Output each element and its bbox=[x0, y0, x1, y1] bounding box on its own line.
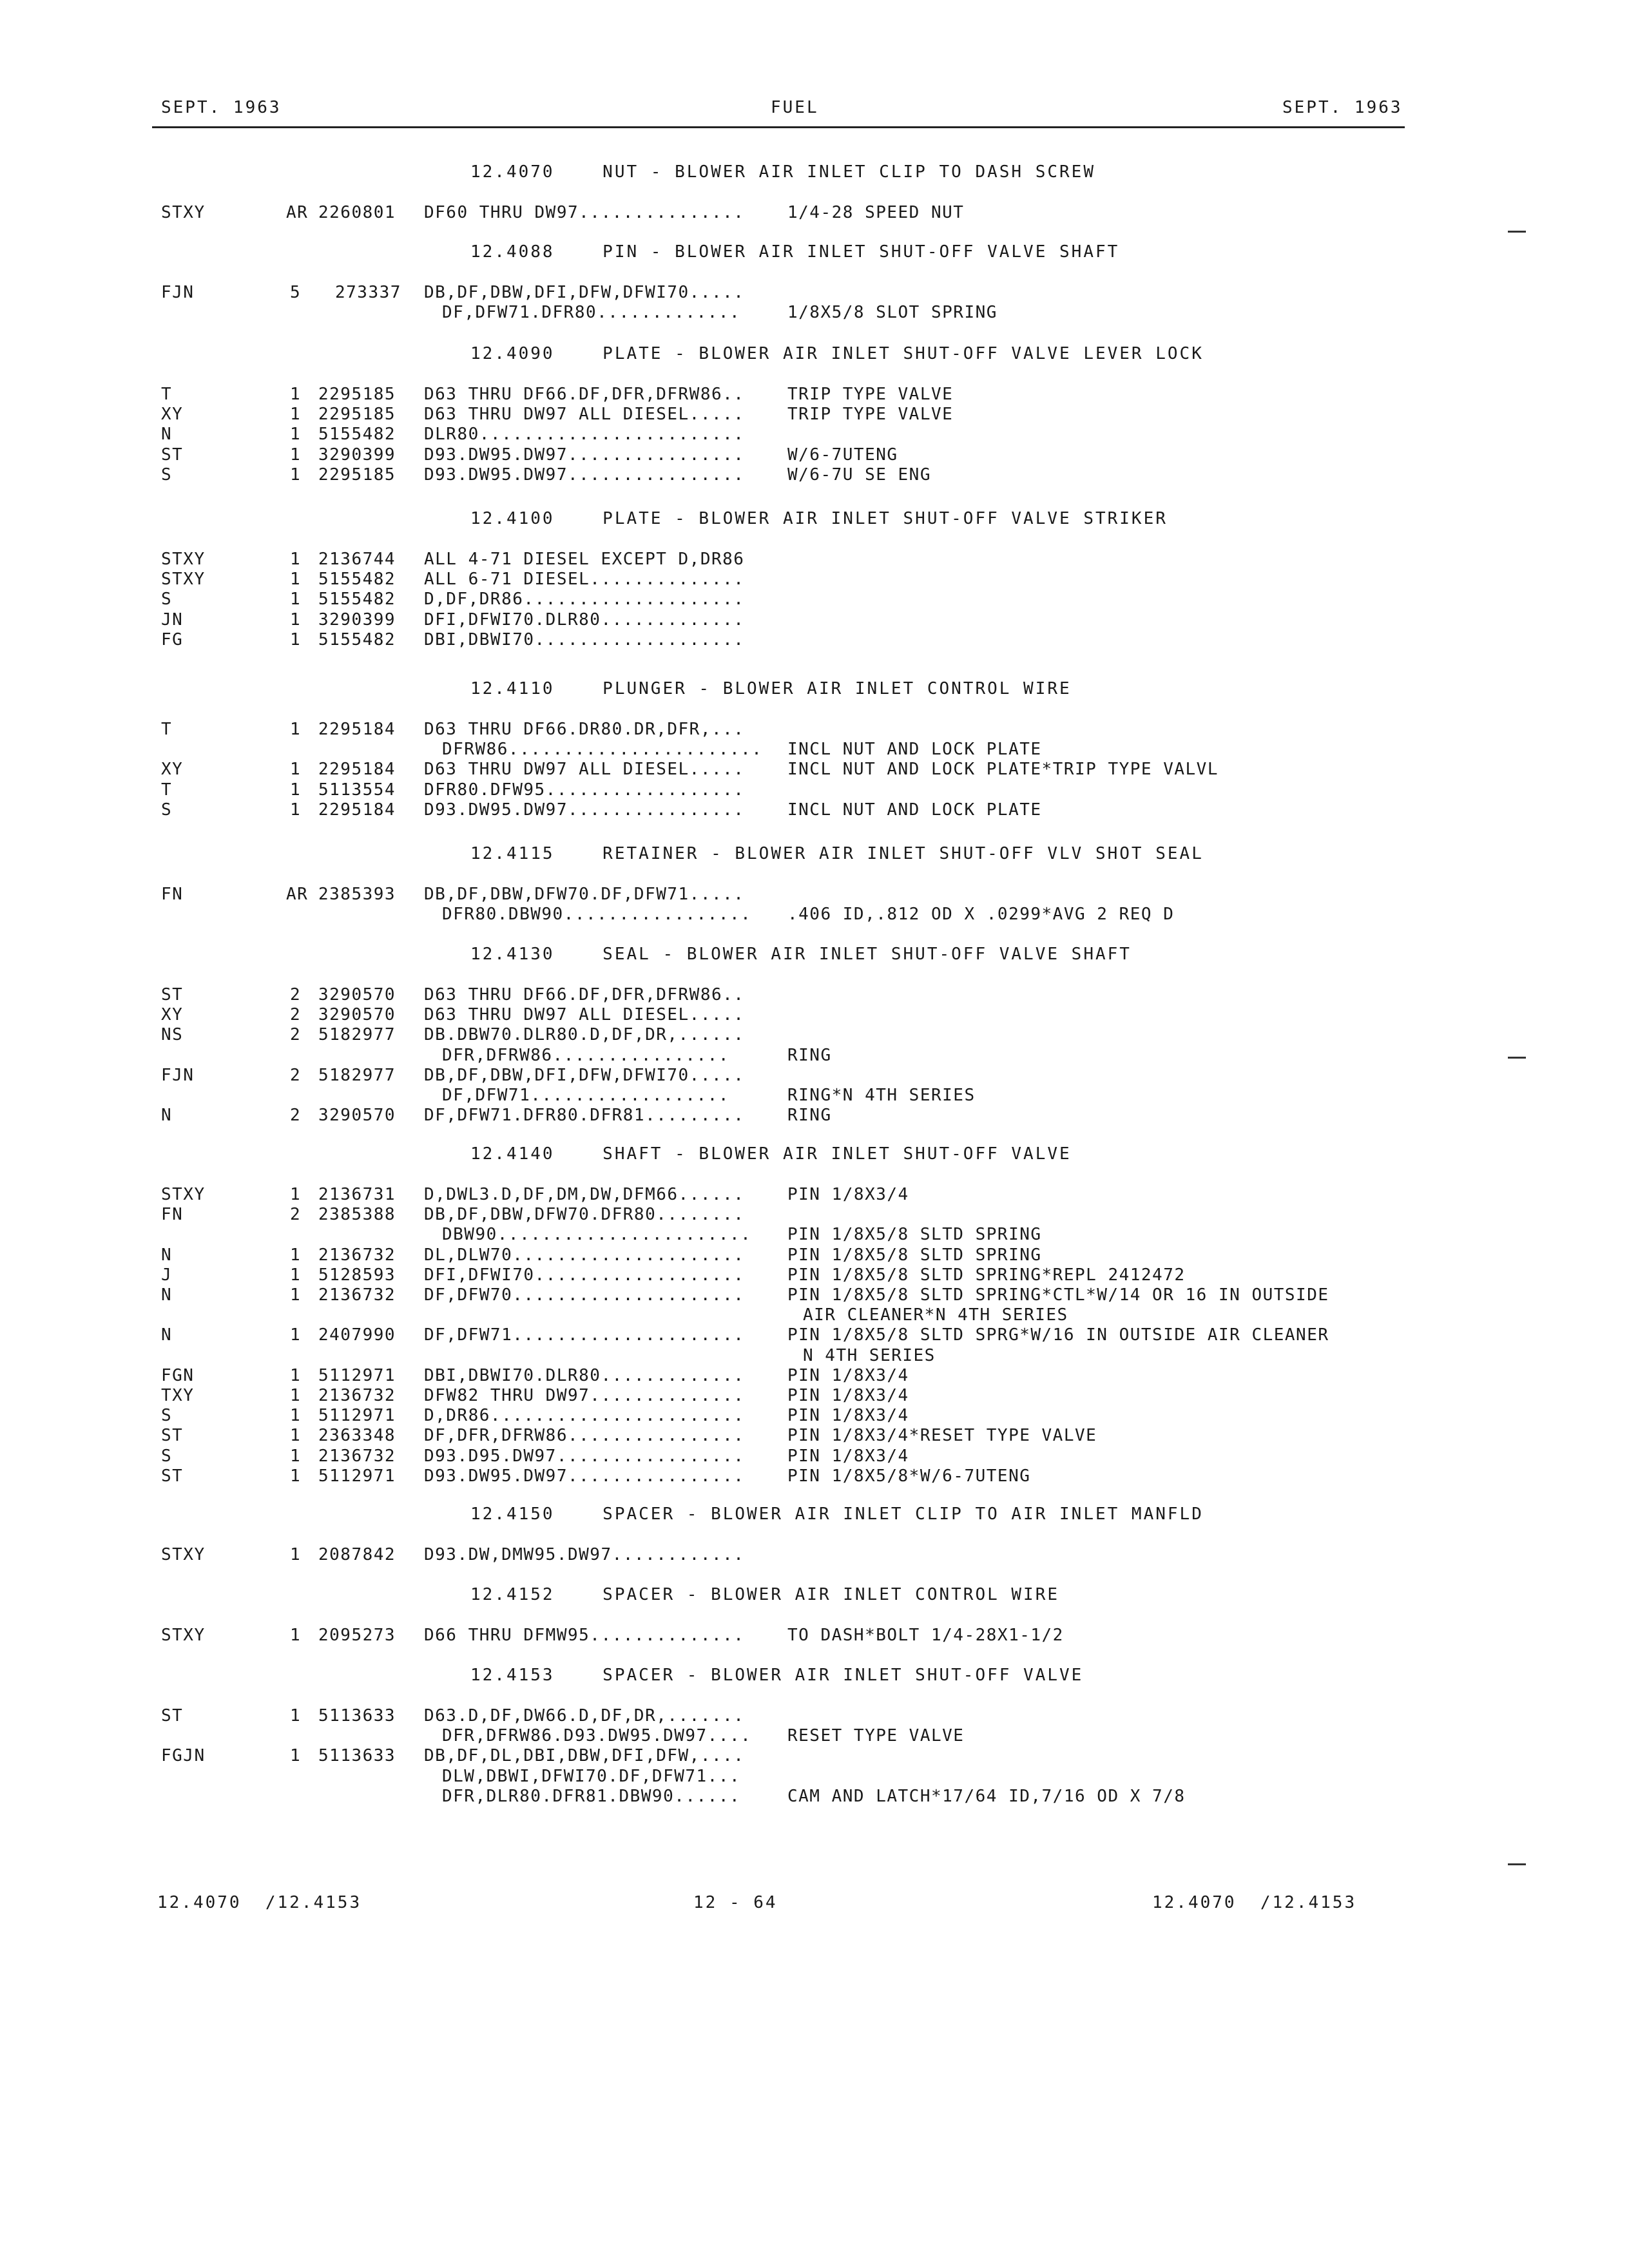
margin-mark bbox=[1508, 1057, 1526, 1059]
row-description: D93.DW,DMW95.DW97............ bbox=[424, 1545, 745, 1564]
row-code: J bbox=[161, 1265, 173, 1285]
row-description: DFI,DFWI70.DLR80............. bbox=[424, 610, 745, 629]
row-part-number: 2136732 bbox=[318, 1245, 396, 1265]
row-code: N bbox=[161, 1325, 173, 1345]
row-code: N bbox=[161, 1245, 173, 1265]
row-description: D93.DW95.DW97................ bbox=[424, 465, 745, 485]
row-description: D,DF,DR86.................... bbox=[424, 590, 745, 610]
row-code: ST bbox=[161, 1466, 184, 1486]
footer-range-right: 12.4070 /12.4153 bbox=[1152, 1893, 1357, 1912]
row-note: RING bbox=[787, 1106, 832, 1126]
row-quantity: 1 bbox=[290, 445, 302, 465]
row-quantity: 2 bbox=[290, 1106, 302, 1126]
row-note: PIN 1/8X3/4*RESET TYPE VALVE bbox=[787, 1426, 1097, 1446]
header-rule bbox=[152, 126, 1405, 128]
row-code: XY bbox=[161, 405, 184, 425]
row-part-number: 5112971 bbox=[318, 1466, 396, 1486]
row-part-number: 2295184 bbox=[318, 760, 396, 780]
row-description: D63.D,DF,DW66.D,DF,DR,....... bbox=[424, 1706, 745, 1725]
header-date-right: SEPT. 1963 bbox=[1282, 98, 1403, 117]
row-note: PIN 1/8X3/4 bbox=[787, 1406, 909, 1426]
row-note: 1/4-28 SPEED NUT bbox=[787, 203, 965, 222]
row-part-number: 5128593 bbox=[318, 1265, 396, 1285]
row-code: STXY bbox=[161, 570, 206, 590]
row-part-number: 5113633 bbox=[318, 1706, 396, 1725]
row-part-number: 273337 bbox=[335, 283, 401, 302]
row-description: DFR80.DBW90................. bbox=[442, 905, 752, 925]
row-note: TRIP TYPE VALVE bbox=[787, 405, 954, 425]
row-quantity: 1 bbox=[290, 1545, 302, 1564]
row-part-number: 3290570 bbox=[318, 985, 396, 1004]
row-quantity: 1 bbox=[290, 1386, 302, 1405]
row-description: D63 THRU DF66.DR80.DR,DFR,... bbox=[424, 720, 745, 739]
section-title: 12.4110 PLUNGER - BLOWER AIR INLET CONTROL WIRE bbox=[470, 679, 1072, 698]
row-description: DFW82 THRU DW97.............. bbox=[424, 1386, 745, 1405]
row-note: N 4TH SERIES bbox=[803, 1345, 936, 1365]
section-title: 12.4090 PLATE - BLOWER AIR INLET SHUT-OFF VALVE LEVER LOCK bbox=[470, 344, 1204, 363]
row-note: W/6-7U SE ENG bbox=[787, 465, 931, 485]
row-note: .406 ID,.812 OD X .0299*AVG 2 REQ D bbox=[787, 905, 1175, 925]
row-part-number: 2363348 bbox=[318, 1426, 396, 1446]
row-code: FG bbox=[161, 629, 184, 649]
row-description: D93.DW95.DW97................ bbox=[424, 445, 745, 465]
row-description: DF,DFW71.................. bbox=[442, 1086, 729, 1105]
row-description: DLR80........................ bbox=[424, 425, 745, 445]
row-code: S bbox=[161, 800, 173, 820]
row-part-number: 5155482 bbox=[318, 629, 396, 649]
row-quantity: 1 bbox=[290, 1406, 302, 1426]
footer-page-number: 12 - 64 bbox=[693, 1893, 778, 1912]
row-quantity: 2 bbox=[290, 985, 302, 1004]
section-title: 12.4150 SPACER - BLOWER AIR INLET CLIP TO AIR INLET MANFLD bbox=[470, 1504, 1204, 1524]
row-code: S bbox=[161, 1446, 173, 1466]
row-quantity: 1 bbox=[290, 405, 302, 425]
row-note: 1/8X5/8 SLOT SPRING bbox=[787, 303, 998, 323]
row-description: D93.DW95.DW97................ bbox=[424, 800, 745, 820]
row-quantity: 1 bbox=[290, 1706, 302, 1725]
row-description: DB.DBW70.DLR80.D,DF,DR,...... bbox=[424, 1025, 745, 1045]
row-code: S bbox=[161, 1406, 173, 1426]
row-description: D,DWL3.D,DF,DM,DW,DFM66...... bbox=[424, 1185, 745, 1204]
row-code: N bbox=[161, 1285, 173, 1305]
row-quantity: AR bbox=[286, 203, 309, 222]
row-note: TRIP TYPE VALVE bbox=[787, 385, 954, 404]
row-code: TXY bbox=[161, 1386, 195, 1405]
row-code: S bbox=[161, 590, 173, 610]
row-description: DBI,DBWI70.DLR80............. bbox=[424, 1365, 745, 1385]
row-part-number: 2095273 bbox=[318, 1626, 396, 1645]
row-part-number: 2087842 bbox=[318, 1545, 396, 1564]
row-part-number: 2136732 bbox=[318, 1446, 396, 1466]
row-code: FJN bbox=[161, 283, 195, 302]
row-part-number: 2295185 bbox=[318, 385, 396, 404]
row-note: CAM AND LATCH*17/64 ID,7/16 OD X 7/8 bbox=[787, 1786, 1186, 1806]
row-quantity: 1 bbox=[290, 1185, 302, 1204]
row-note: PIN 1/8X5/8 SLTD SPRING*CTL*W/14 OR 16 IN OUTSIDE bbox=[787, 1285, 1329, 1305]
row-quantity: 1 bbox=[290, 1446, 302, 1466]
section-title: 12.4100 PLATE - BLOWER AIR INLET SHUT-OFF VALVE STRIKER bbox=[470, 509, 1168, 528]
row-code: T bbox=[161, 385, 173, 404]
row-quantity: 1 bbox=[290, 590, 302, 610]
row-part-number: 5155482 bbox=[318, 570, 396, 590]
row-code: STXY bbox=[161, 1545, 206, 1564]
row-part-number: 5155482 bbox=[318, 590, 396, 610]
row-code: FN bbox=[161, 885, 184, 904]
row-note: INCL NUT AND LOCK PLATE*TRIP TYPE VALVL bbox=[787, 760, 1219, 780]
row-part-number: 5113633 bbox=[318, 1746, 396, 1766]
row-description: D93.D95.DW97................. bbox=[424, 1446, 745, 1466]
row-code: JN bbox=[161, 610, 184, 629]
row-quantity: 1 bbox=[290, 550, 302, 569]
row-description: DFR,DFRW86................ bbox=[442, 1045, 729, 1065]
row-description: DB,DF,DBW,DFW70.DFR80........ bbox=[424, 1205, 745, 1225]
row-part-number: 2295185 bbox=[318, 465, 396, 485]
row-description: D63 THRU DF66.DF,DFR,DFRW86.. bbox=[424, 985, 745, 1004]
row-description: DBI,DBWI70................... bbox=[424, 629, 745, 649]
row-description: D63 THRU DW97 ALL DIESEL..... bbox=[424, 405, 745, 425]
row-code: ST bbox=[161, 445, 184, 465]
row-part-number: 3290399 bbox=[318, 445, 396, 465]
row-part-number: 3290570 bbox=[318, 1106, 396, 1126]
row-code: XY bbox=[161, 1005, 184, 1025]
section-title: 12.4115 RETAINER - BLOWER AIR INLET SHUT-OFF VLV SHOT SEAL bbox=[470, 844, 1204, 863]
row-description: DL,DLW70..................... bbox=[424, 1245, 745, 1265]
row-note: PIN 1/8X5/8 SLTD SPRING bbox=[787, 1225, 1042, 1245]
row-part-number: 2136731 bbox=[318, 1185, 396, 1204]
row-part-number: 2407990 bbox=[318, 1325, 396, 1345]
margin-mark bbox=[1508, 231, 1526, 233]
margin-mark bbox=[1508, 1863, 1526, 1865]
row-description: D93.DW95.DW97................ bbox=[424, 1466, 745, 1486]
row-note: TO DASH*BOLT 1/4-28X1-1/2 bbox=[787, 1626, 1064, 1645]
row-quantity: 1 bbox=[290, 1325, 302, 1345]
row-description: DF,DFW70..................... bbox=[424, 1285, 745, 1305]
row-quantity: 1 bbox=[290, 800, 302, 820]
row-description: DB,DF,DBW,DFI,DFW,DFWI70..... bbox=[424, 283, 745, 302]
row-part-number: 2136732 bbox=[318, 1285, 396, 1305]
row-code: S bbox=[161, 465, 173, 485]
row-description: ALL 6-71 DIESEL.............. bbox=[424, 570, 745, 590]
row-quantity: 2 bbox=[290, 1065, 302, 1085]
row-code: T bbox=[161, 720, 173, 739]
row-quantity: 1 bbox=[290, 780, 302, 800]
row-part-number: 2136744 bbox=[318, 550, 396, 569]
row-part-number: 3290570 bbox=[318, 1005, 396, 1025]
row-description: D63 THRU DF66.DF,DFR,DFRW86.. bbox=[424, 385, 745, 404]
row-note: PIN 1/8X3/4 bbox=[787, 1185, 909, 1204]
header-date-left: SEPT. 1963 bbox=[161, 98, 282, 117]
row-part-number: 5182977 bbox=[318, 1025, 396, 1045]
row-description: D,DR86....................... bbox=[424, 1406, 745, 1426]
row-description: ALL 4-71 DIESEL EXCEPT D,DR86 bbox=[424, 550, 745, 569]
row-part-number: 2385393 bbox=[318, 885, 396, 904]
row-code: STXY bbox=[161, 550, 206, 569]
row-note: W/6-7UTENG bbox=[787, 445, 898, 465]
row-part-number: 5155482 bbox=[318, 425, 396, 445]
row-note: PIN 1/8X5/8 SLTD SPRG*W/16 IN OUTSIDE AIR CLEANER bbox=[787, 1325, 1329, 1345]
row-code: STXY bbox=[161, 203, 206, 222]
row-code: XY bbox=[161, 760, 184, 780]
row-description: D63 THRU DW97 ALL DIESEL..... bbox=[424, 760, 745, 780]
row-quantity: AR bbox=[286, 885, 309, 904]
row-part-number: 5113554 bbox=[318, 780, 396, 800]
row-note: PIN 1/8X3/4 bbox=[787, 1386, 909, 1405]
row-code: ST bbox=[161, 1426, 184, 1446]
section-title: 12.4152 SPACER - BLOWER AIR INLET CONTROL WIRE bbox=[470, 1585, 1060, 1604]
row-description: DB,DF,DL,DBI,DBW,DFI,DFW,.... bbox=[424, 1746, 745, 1766]
row-code: FGN bbox=[161, 1365, 195, 1385]
row-note: PIN 1/8X5/8 SLTD SPRING*REPL 2412472 bbox=[787, 1265, 1186, 1285]
row-quantity: 1 bbox=[290, 610, 302, 629]
row-quantity: 1 bbox=[290, 465, 302, 485]
row-description: DB,DF,DBW,DFW70.DF,DFW71..... bbox=[424, 885, 745, 904]
row-description: DFR,DLR80.DFR81.DBW90...... bbox=[442, 1786, 741, 1806]
row-description: DFR,DFRW86.D93.DW95.DW97.... bbox=[442, 1726, 752, 1746]
row-description: DF,DFR,DFRW86................ bbox=[424, 1426, 745, 1446]
row-quantity: 2 bbox=[290, 1005, 302, 1025]
row-part-number: 2260801 bbox=[318, 203, 396, 222]
row-code: STXY bbox=[161, 1626, 206, 1645]
row-quantity: 1 bbox=[290, 1365, 302, 1385]
row-code: N bbox=[161, 425, 173, 445]
row-quantity: 1 bbox=[290, 1466, 302, 1486]
row-part-number: 3290399 bbox=[318, 610, 396, 629]
row-quantity: 1 bbox=[290, 1245, 302, 1265]
row-description: DFI,DFWI70................... bbox=[424, 1265, 745, 1285]
row-part-number: 2385388 bbox=[318, 1205, 396, 1225]
row-part-number: 2136732 bbox=[318, 1386, 396, 1405]
row-part-number: 5182977 bbox=[318, 1065, 396, 1085]
row-note: INCL NUT AND LOCK PLATE bbox=[787, 800, 1042, 820]
section-title: 12.4070 NUT - BLOWER AIR INLET CLIP TO DASH SCREW bbox=[470, 162, 1095, 182]
row-note: PIN 1/8X3/4 bbox=[787, 1446, 909, 1466]
row-description: D63 THRU DW97 ALL DIESEL..... bbox=[424, 1005, 745, 1025]
row-note: PIN 1/8X5/8*W/6-7UTENG bbox=[787, 1466, 1031, 1486]
row-note: RING bbox=[787, 1045, 832, 1065]
row-code: FJN bbox=[161, 1065, 195, 1085]
row-description: DFR80.DFW95.................. bbox=[424, 780, 745, 800]
row-quantity: 1 bbox=[290, 720, 302, 739]
row-code: FGJN bbox=[161, 1746, 206, 1766]
row-description: DF,DFW71.DFR80.DFR81......... bbox=[424, 1106, 745, 1126]
row-description: DB,DF,DBW,DFI,DFW,DFWI70..... bbox=[424, 1065, 745, 1085]
row-code: ST bbox=[161, 1706, 184, 1725]
row-quantity: 2 bbox=[290, 1205, 302, 1225]
row-code: T bbox=[161, 780, 173, 800]
header-section-title: FUEL bbox=[771, 98, 819, 117]
row-description: DFRW86....................... bbox=[442, 740, 763, 760]
row-quantity: 1 bbox=[290, 425, 302, 445]
row-quantity: 1 bbox=[290, 1746, 302, 1766]
row-part-number: 2295185 bbox=[318, 405, 396, 425]
row-description: DF60 THRU DW97............... bbox=[424, 203, 745, 222]
row-quantity: 1 bbox=[290, 385, 302, 404]
row-quantity: 1 bbox=[290, 629, 302, 649]
row-part-number: 2295184 bbox=[318, 720, 396, 739]
row-quantity: 1 bbox=[290, 1626, 302, 1645]
section-title: 12.4140 SHAFT - BLOWER AIR INLET SHUT-OFF VALVE bbox=[470, 1144, 1072, 1164]
section-title: 12.4130 SEAL - BLOWER AIR INLET SHUT-OFF VALVE SHAFT bbox=[470, 945, 1132, 964]
row-note: PIN 1/8X5/8 SLTD SPRING bbox=[787, 1245, 1042, 1265]
row-code: STXY bbox=[161, 1185, 206, 1204]
row-description: DBW90....................... bbox=[442, 1225, 752, 1245]
row-quantity: 1 bbox=[290, 1426, 302, 1446]
row-quantity: 1 bbox=[290, 760, 302, 780]
row-note: AIR CLEANER*N 4TH SERIES bbox=[803, 1305, 1068, 1325]
row-code: NS bbox=[161, 1025, 184, 1045]
row-note: RESET TYPE VALVE bbox=[787, 1726, 965, 1746]
row-note: PIN 1/8X3/4 bbox=[787, 1365, 909, 1385]
row-quantity: 1 bbox=[290, 1285, 302, 1305]
row-description: DF,DFW71.DFR80............. bbox=[442, 303, 741, 323]
row-code: FN bbox=[161, 1205, 184, 1225]
row-quantity: 2 bbox=[290, 1025, 302, 1045]
row-quantity: 1 bbox=[290, 1265, 302, 1285]
row-note: INCL NUT AND LOCK PLATE bbox=[787, 740, 1042, 760]
row-description: D66 THRU DFMW95.............. bbox=[424, 1626, 745, 1645]
row-part-number: 5112971 bbox=[318, 1365, 396, 1385]
row-description: DF,DFW71..................... bbox=[424, 1325, 745, 1345]
row-description: DLW,DBWI,DFWI70.DF,DFW71... bbox=[442, 1766, 741, 1786]
section-title: 12.4088 PIN - BLOWER AIR INLET SHUT-OFF VALVE SHAFT bbox=[470, 242, 1120, 262]
row-quantity: 5 bbox=[290, 283, 302, 302]
row-quantity: 1 bbox=[290, 570, 302, 590]
section-title: 12.4153 SPACER - BLOWER AIR INLET SHUT-OFF VALVE bbox=[470, 1666, 1084, 1685]
row-code: N bbox=[161, 1106, 173, 1126]
row-code: ST bbox=[161, 985, 184, 1004]
row-note: RING*N 4TH SERIES bbox=[787, 1086, 976, 1105]
row-part-number: 2295184 bbox=[318, 800, 396, 820]
footer-range-left: 12.4070 /12.4153 bbox=[157, 1893, 362, 1912]
row-part-number: 5112971 bbox=[318, 1406, 396, 1426]
